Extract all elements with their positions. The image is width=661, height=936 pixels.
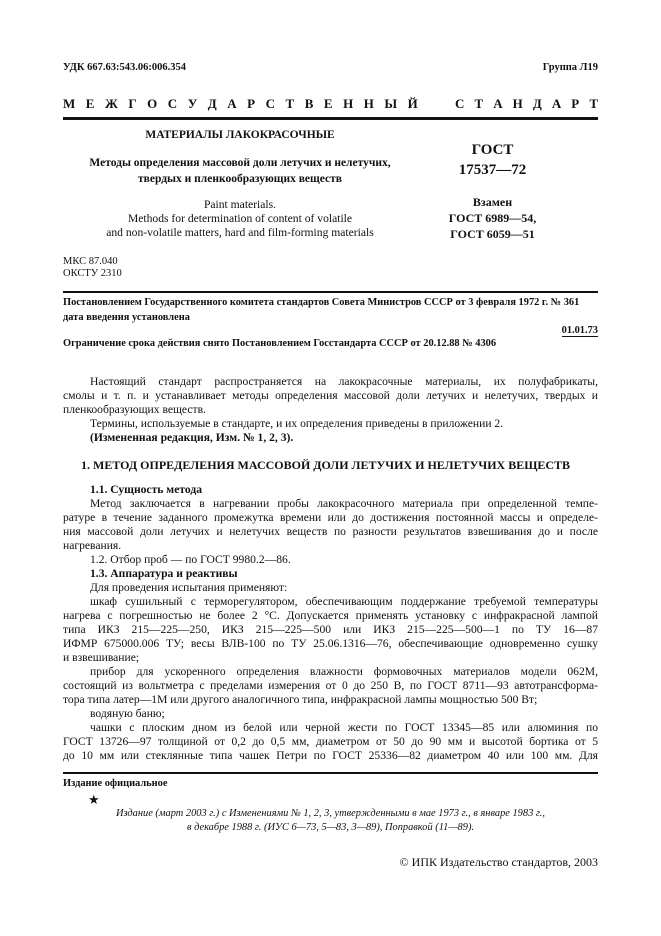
text-line: до 10 мм или стеклянные типа чашек Петри по ГОСТ 25336—82 диаметром 40 или 100 мм. Для xyxy=(63,749,598,762)
banner-letter: А xyxy=(493,96,503,111)
title-sub-line: Методы определения массовой доли летучих и нелетучих, xyxy=(89,157,391,169)
banner-letter: Ы xyxy=(384,96,398,111)
divider xyxy=(63,291,598,293)
title-english xyxy=(80,198,400,240)
banner-letter: С xyxy=(265,96,275,111)
title-english-line: Methods for determination of content of volatile xyxy=(127,212,353,225)
text-line: водяную баню; xyxy=(90,707,165,720)
text-line: Для проведения испытания применяют: xyxy=(90,581,288,594)
banner-letter: О xyxy=(147,96,158,111)
text-line: ратуре в течение заданного промежутка времени или до достижения постоянной массы и определе- xyxy=(63,511,598,524)
replaces-label: Взамен xyxy=(472,195,513,209)
text-line: нагрева с погрешностью не более 2 °С. Допускается применять установку с инфракрасной лампой xyxy=(63,609,598,622)
edition-line: Издание (март 2003 г.) с Изменениями № 1, 2, 3, утвержденными в мае 1973 г., в январе 1983 г., xyxy=(116,808,545,819)
banner-letter: Р xyxy=(247,96,256,111)
footer-rule xyxy=(63,772,598,774)
title-sub xyxy=(80,155,400,187)
replaces-item: ГОСТ 6059—51 xyxy=(450,227,535,241)
standard-banner xyxy=(63,96,598,112)
text-line: состоящий из вольтметра с пределами измерения от 0 до 250 В, по ГОСТ 8711—93 автотрансформа- xyxy=(63,679,598,692)
banner-letter: Г xyxy=(128,96,137,111)
text-line: 1.2. Отбор проб — по ГОСТ 9980.2—86. xyxy=(90,553,291,566)
decree-line: дата введения установлена xyxy=(63,312,190,323)
decree-line: Постановлением Государственного комитета стандартов Совета Министров СССР от 3 февраля 1972 г. № 361 xyxy=(63,297,580,308)
text-line: Термины, используемые в стандарте, и их определения приведены в приложении 2. xyxy=(90,417,504,430)
banner-letter: С xyxy=(167,96,178,111)
amendment-note: (Измененная редакция, Изм. № 1, 2, 3). xyxy=(90,431,294,444)
text-line: и взвешивание; xyxy=(63,651,140,664)
title-main: МАТЕРИАЛЫ ЛАКОКРАСОЧНЫЕ xyxy=(145,129,335,141)
subsection-title: 1.1. Сущность метода xyxy=(90,483,203,496)
classification-codes xyxy=(63,256,122,280)
gost-number xyxy=(430,140,555,180)
text-line: тора типа латер—1М или другого аналогичного типа, инфракрасной лампы мощностью 500 Вт; xyxy=(63,693,538,706)
title-english-line: Paint materials. xyxy=(203,198,277,211)
edition-note xyxy=(63,807,598,835)
mks-code: МКС 87.040 xyxy=(63,256,118,267)
text-line: пленкообразующих веществ. xyxy=(63,403,206,416)
text-line: ИФМР 675000.006 ТУ; весы ВЛВ-100 по ТУ 25.06.1316—76, обеспечивающие одновременно сушку xyxy=(63,637,598,650)
banner-letter: Н xyxy=(512,96,523,111)
title-english-line: and non-volatile matters, hard and film-forming materials xyxy=(106,226,374,239)
text-line: Настоящий стандарт распространяется на лакокрасочные материалы, их полуфабрикаты, xyxy=(90,375,598,388)
banner-word-2 xyxy=(455,96,598,112)
banner-letter: Е xyxy=(323,96,333,111)
banner-letter: Д xyxy=(532,96,542,111)
text-line: нагревания. xyxy=(63,539,122,552)
subsection-title: 1.3. Аппаратура и реактивы xyxy=(90,567,238,580)
banner-letter: Е xyxy=(85,96,95,111)
banner-letter: М xyxy=(63,96,76,111)
banner-letter: Н xyxy=(343,96,354,111)
gost-id: 17537—72 xyxy=(458,162,527,178)
official-edition-label: Издание официальное xyxy=(63,778,168,789)
text-line: прибор для ускоренного определения влажности формовочных материалов модели 062М, xyxy=(90,665,598,678)
gost-label: ГОСТ xyxy=(471,142,514,158)
intro xyxy=(63,375,598,445)
udk-code: УДК 667.63:543.06:006.354 xyxy=(63,62,186,73)
star-icon: ★ xyxy=(88,792,100,807)
title-sub-line: твердых и пленкообразующих веществ xyxy=(138,173,342,185)
banner-letter: Т xyxy=(285,96,295,111)
banner-letter: Й xyxy=(407,96,418,111)
banner-letter: С xyxy=(455,96,465,111)
copyright: © ИПК Издательство стандартов, 2003 xyxy=(399,855,598,869)
banner-letter: Ж xyxy=(104,96,118,111)
banner-letter: Т xyxy=(589,96,598,111)
section-heading: 1. МЕТОД ОПРЕДЕЛЕНИЯ МАССОВОЙ ДОЛИ ЛЕТУЧИХ И НЕЛЕТУЧИХ ВЕЩЕСТВ xyxy=(81,458,571,472)
replaces-item: ГОСТ 6989—54, xyxy=(448,211,537,225)
decree-block xyxy=(63,296,598,351)
text-line: типа ИКЗ 215—225—250, ИКЗ 215—225—500 или ИКЗ 215—225—500—1 по ТУ 16—87 xyxy=(63,623,598,636)
text-line: чашки с плоским дном из белой или черной жести по ГОСТ 13345—85 или алюминия по xyxy=(90,721,598,734)
text-line: смолы и т. п. и устанавливает методы определения массовой доли летучих и нелетучих, твердых и xyxy=(63,389,598,402)
text-line: ния массовой доли летучих и нелетучих веществ по разности результатов взвешивания до и после xyxy=(63,525,598,538)
banner-letter: А xyxy=(551,96,562,111)
replaces-block xyxy=(420,194,565,242)
section-1-body xyxy=(63,483,598,763)
banner-letter: А xyxy=(227,96,237,111)
text-line: Метод заключается в нагревании пробы лакокрасочного материала при определенной темпе- xyxy=(90,497,598,510)
okstu-code: ОКСТУ 2310 xyxy=(63,268,122,279)
banner-word-1 xyxy=(63,96,418,112)
edition-line: в декабре 1988 г. (ИУС 6—73, 5—83, 3—89), Поправкой (11—89). xyxy=(186,822,475,833)
banner-rule xyxy=(63,117,598,120)
banner-letter: В xyxy=(304,96,314,111)
banner-letter: У xyxy=(187,96,198,111)
text-line: шкаф сушильный с терморегулятором, обеспечивающим поддержание требуемой температуры xyxy=(90,595,598,608)
introduction-date: 01.01.73 xyxy=(561,325,598,336)
banner-letter: Т xyxy=(474,96,484,111)
banner-letter: Д xyxy=(207,96,217,111)
group-code: Группа Л19 xyxy=(542,62,598,73)
text-line: ГОСТ 13726—97 толщиной от 0,2 до 0,5 мм, диаметром от 50 до 90 мм и высотой бортика от 5 xyxy=(63,735,598,748)
decree-line: Ограничение срока действия снято Постановлением Госстандарта СССР от 20.12.88 № 4306 xyxy=(63,338,497,349)
banner-letter: Р xyxy=(571,96,580,111)
banner-letter: Н xyxy=(363,96,374,111)
